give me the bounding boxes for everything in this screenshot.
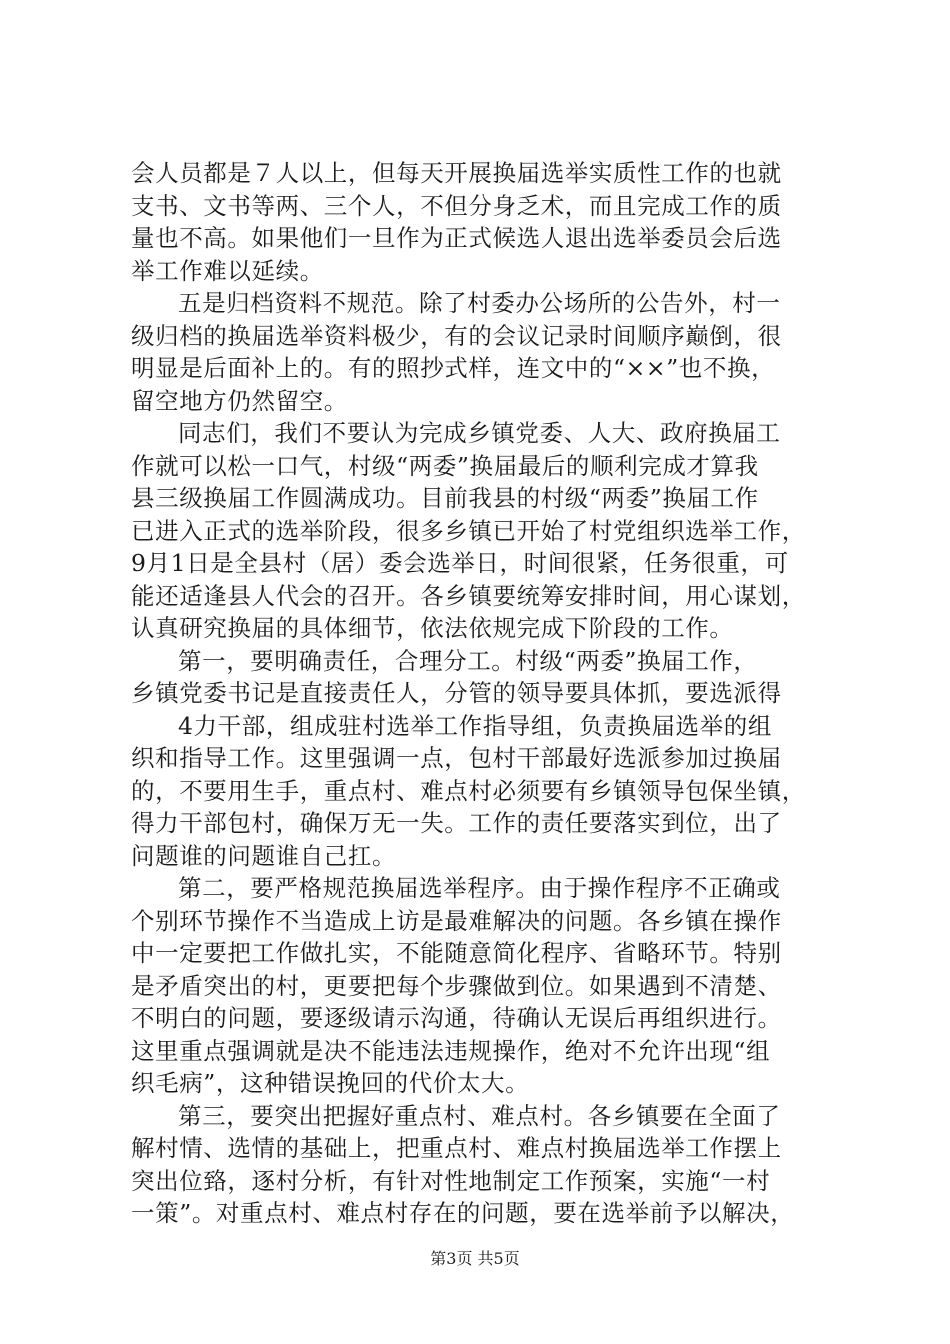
paragraph-first-line: 4力干部，组成驻村选举工作指导组，负责换届选举的组 <box>178 711 772 740</box>
text-line: 9月1日是全县村（居）委会选举日，时间很紧，任务很重，可 <box>131 549 789 577</box>
text-line: 作就可以松一口气，村级“两委”换届最后的顺利完成才算我 <box>131 451 759 480</box>
text-line: 能还适逢县人代会的召开。各乡镇要统筹安排时间，用心谋划， <box>131 581 806 610</box>
text-line: 问题谁的问题谁自己扛。 <box>131 841 397 870</box>
text-line: 个别环节操作不当造成上访是最难解决的问题。各乡镇在操作 <box>131 906 782 935</box>
page-footer: 第3页 共5页 <box>430 1249 520 1268</box>
text-line: 解村情、选情的基础上，把重点村、难点村换届选举工作摆上 <box>131 1134 782 1162</box>
text-line: 织毛病”，这种错误挽回的代价太大。 <box>131 1069 530 1097</box>
text-line: 留空地方仍然留空。 <box>131 386 348 415</box>
paragraph-first-line: 五是归档资料不规范。除了村委办公场所的公告外，村一 <box>178 289 781 317</box>
text-line: 这里重点强调就是决不能违法违规操作，绝对不允许出现“组 <box>131 1036 771 1065</box>
text-line: 中一定要把工作做扎实，不能随意简化程序、省略环节。特别 <box>131 939 782 967</box>
text-line: 明显是后面补上的。有的照抄式样，连文中的“××”也不换， <box>131 354 776 382</box>
text-line: 支书、文书等两、三个人，不但分身乏术，而且完成工作的质 <box>131 191 782 220</box>
paragraph-first-line: 第一，要明确责任，合理分工。村级“两委”换届工作， <box>178 646 758 675</box>
text-line: 是矛盾突出的村，更要把每个步骤做到位。如果遇到不清楚、 <box>131 971 782 1000</box>
text-line: 量也不高。如果他们一旦作为正式候选人退出选举委员会后选 <box>131 224 782 252</box>
text-line: 县三级换届工作圆满成功。目前我县的村级“两委”换届工作 <box>131 484 759 512</box>
text-line: 织和指导工作。这里强调一点，包村干部最好选派参加过换届 <box>131 744 782 772</box>
text-line: 已进入正式的选举阶段，很多乡镇已开始了村党组织选举工作， <box>131 516 806 545</box>
paragraph-first-line: 同志们，我们不要认为完成乡镇党委、人大、政府换届工 <box>178 419 781 447</box>
paragraph-first-line: 第二，要严格规范换届选举程序。由于操作程序不正确或 <box>178 874 781 902</box>
text-line: 一策”。对重点村、难点村存在的问题，要在选举前予以解决， <box>131 1199 795 1227</box>
text-line: 不明白的问题，要逐级请示沟通，待确认无误后再组织进行。 <box>131 1004 782 1032</box>
text-line: 乡镇党委书记是直接责任人，分管的领导要具体抓，要选派得 <box>131 679 782 707</box>
paragraph-first-line: 第三，要突出把握好重点村、难点村。各乡镇要在全面了 <box>178 1101 781 1130</box>
text-line: 级归档的换届选举资料极少，有的会议记录时间顺序巅倒，很 <box>131 321 782 350</box>
text-line: 会人员都是７人以上，但每天开展换届选举实质性工作的也就 <box>131 159 782 187</box>
text-line: 突出位臵，逐村分析，有针对性地制定工作预案，实施“一村 <box>131 1166 771 1195</box>
text-line: 得力干部包村，确保万无一失。工作的责任要落实到位，出了 <box>131 809 782 837</box>
text-line: 举工作难以延续。 <box>131 256 324 285</box>
text-line: 认真研究换届的具体细节，依法依规完成下阶段的工作。 <box>131 614 734 642</box>
text-line: 的，不要用生手，重点村、难点村必须要有乡镇领导包保坐镇， <box>131 776 806 805</box>
document-body <box>131 157 831 1230</box>
